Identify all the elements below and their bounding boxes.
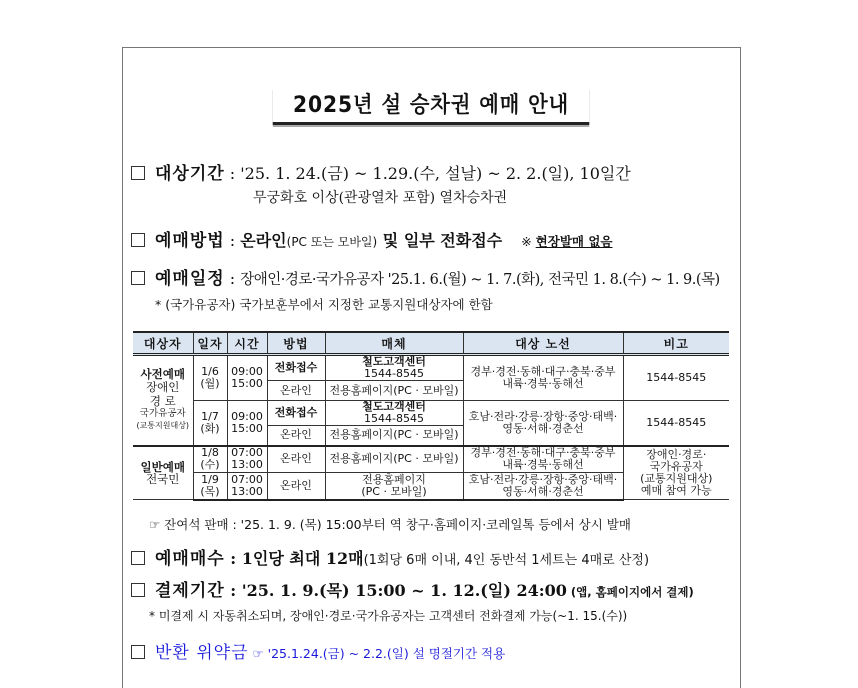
table-row: 1/9 (목) 07:00 13:00 온라인 전용홈페이지 (PC · 모바일) 호남·전라·강릉·장항·중앙·태백·영동·서해·경춘선 <box>133 473 729 500</box>
notice-document <box>122 47 741 688</box>
payment-footnote: * 미결제 시 자동취소되며, 장애인·경로·국가유공자는 고객센터 전화결제 가능(~1. 15.(수)) <box>149 609 628 623</box>
checkbox-icon <box>131 166 145 180</box>
section-refund <box>131 638 505 663</box>
checkbox-icon <box>131 233 145 247</box>
quantity-label: 예매매수 <box>155 549 225 569</box>
period-value: '25. 1. 24.(금) ~ 1.29.(수, 설날) ~ 2. 2.(일), 10일간 <box>240 164 631 183</box>
no-onsite-sales-note: 현장발매 없음 <box>535 234 613 249</box>
group-advance: 사전예매 장애인 경 로 국가유공자 (교통지원대상) <box>133 355 193 446</box>
reservation-schedule-table <box>133 331 729 501</box>
route-cell: 호남·전라·강릉·장항·중앙·태백·영동·서해·경춘선 <box>463 401 623 446</box>
header-time: 시간 <box>227 332 267 355</box>
section-schedule: 예매일정 : 장애인·경로·국가유공자 '25.1. 6.(월) ~ 1. 7.(화), 전국민 1. 8.(수) ~ 1. 9.(목) <box>131 264 720 289</box>
section-payment: 결제기간 : '25. 1. 9.(목) 15:00 ~ 1. 12.(일) 24:00 (앱, 홈페이지에서 결제) <box>131 576 694 601</box>
period-label: 대상기간 <box>155 164 225 184</box>
refund-period: '25.1.24.(금) ~ 2.2.(일) 설 명절기간 적용 <box>267 646 506 661</box>
payment-label: 결제기간 <box>155 581 225 601</box>
table-row: 온라인 전용홈페이지(PC · 모바일) <box>133 381 729 401</box>
pointing-hand-icon: ☞ <box>248 646 268 661</box>
general-note: 장애인·경로· 국가유공자 (교통지원대상) 예매 참여 가능 <box>623 446 729 500</box>
route-cell: 경부·경전·동해·대구·충북·중부내륙·경북·동해선 <box>463 446 623 473</box>
page-title: 2025년 설 승차권 예매 안내 <box>273 88 590 125</box>
remaining-seats-note: ☞ 잔여석 판매 : '25. 1. 9. (목) 15:00부터 역 창구·홈페이지·코레일톡 등에서 상시 발매 <box>149 517 631 532</box>
table-row: 온라인 전용홈페이지(PC · 모바일) <box>133 426 729 446</box>
table-header-row <box>133 332 729 355</box>
header-method: 방법 <box>267 332 325 355</box>
schedule-label: 예매일정 <box>155 269 225 289</box>
period-detail: 무궁화호 이상(관광열차 포함) 열차승차권 <box>253 190 508 206</box>
table-row: 일반예매 전국민 1/8 (수) 07:00 13:00 온라인 전용홈페이지(PC · 모바일) 경부·경전·동해·대구·충북·중부내륙·경북·동해선 장애인·경로· 국가유공자 (교통지원대상) 예매 참여 가능 <box>133 446 729 473</box>
table-row: 1/7 (화) 09:00 15:00 전화접수 철도고객센터 1544-8545 호남·전라·강릉·장항·중앙·태백·영동·서해·경춘선 1544-8545 <box>133 401 729 426</box>
section-period: 대상기간 : '25. 1. 24.(금) ~ 1.29.(수, 설날) ~ 2. 2.(일), 10일간 <box>131 159 631 184</box>
header-note: 비고 <box>623 332 729 355</box>
quantity-value: 1인당 최대 12매 <box>241 549 364 568</box>
group-general: 일반예매 전국민 <box>133 446 193 500</box>
schedule-footnote: * (국가유공자) 국가보훈부에서 지정한 교통지원대상자에 한함 <box>155 297 493 312</box>
header-date: 일자 <box>193 332 227 355</box>
checkbox-icon <box>131 551 145 565</box>
header-media: 매체 <box>325 332 463 355</box>
method-label: 예매방법 <box>155 231 225 251</box>
section-method: 예매방법 : 온라인(PC 또는 모바일) 및 일부 전화접수 ※ 현장발매 없음 <box>131 226 612 251</box>
section-quantity: 예매매수 : 1인당 최대 12매(1회당 6매 이내, 4인 동반석 1세트는 4매로 산정) <box>131 544 649 569</box>
phone-number: 1544-8545 <box>623 401 729 446</box>
route-cell: 경부·경전·동해·대구·충북·중부내륙·경북·동해선 <box>463 355 623 401</box>
route-cell: 호남·전라·강릉·장항·중앙·태백·영동·서해·경춘선 <box>463 473 623 500</box>
payment-period: '25. 1. 9.(목) 15:00 ~ 1. 12.(일) 24:00 <box>241 581 567 600</box>
phone-number: 1544-8545 <box>623 355 729 401</box>
header-target: 대상자 <box>133 332 193 355</box>
checkbox-icon <box>131 583 145 597</box>
table-row: 사전예매 장애인 경 로 국가유공자 (교통지원대상) 1/6 (월) 09:00 15:00 전화접수 철도고객센터 1544-8545 경부·경전·동해·대구·충북·중부내륙·경북·동해선 1544-8545 <box>133 355 729 381</box>
checkbox-icon <box>131 645 145 659</box>
schedule-value: 장애인·경로·국가유공자 '25.1. 6.(월) ~ 1. 7.(화), 전국민 1. 8.(수) ~ 1. 9.(목) <box>240 272 720 288</box>
refund-label: 반환 위약금 <box>155 643 249 663</box>
header-route: 대상 노선 <box>463 332 623 355</box>
checkbox-icon <box>131 271 145 285</box>
